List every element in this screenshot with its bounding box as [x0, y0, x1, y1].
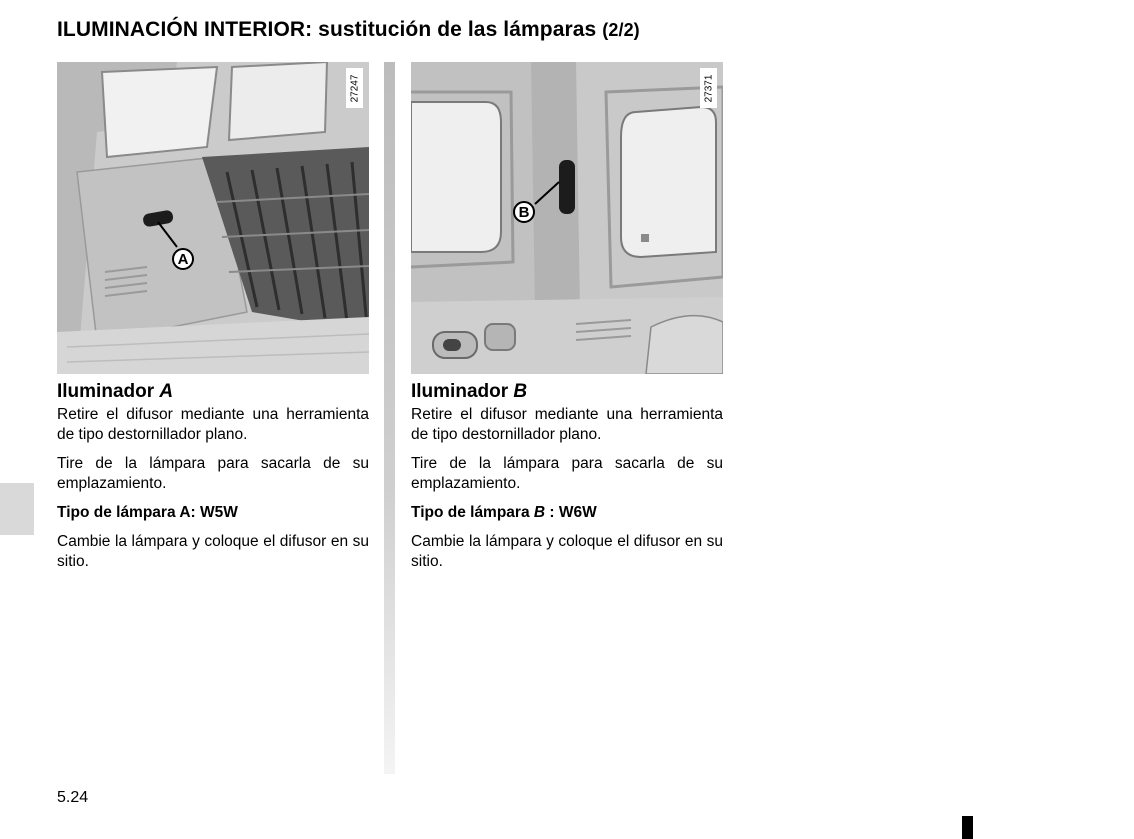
photo-interior-lamp-a [57, 62, 369, 374]
column-divider [384, 62, 395, 774]
door-pillar-illustration [411, 62, 723, 374]
photo-interior-lamp-b [411, 62, 723, 374]
chapter-tab [0, 483, 34, 535]
section-lamp-b [411, 378, 723, 581]
page-title [57, 18, 640, 42]
callout-marker: A [172, 248, 194, 270]
section-heading: Iluminador A [57, 381, 174, 402]
instruction-pull-lamp: Tire de la lámpara para sacarla de su emplazamiento. [411, 455, 723, 492]
corner-mark [962, 816, 973, 839]
photo-reference-number: 27371 [700, 68, 717, 108]
instruction-remove-diffuser: Retire el difusor mediante una herramienta de tipo destornillador plano. [57, 406, 369, 443]
callout-marker: B [513, 201, 535, 223]
instruction-pull-lamp: Tire de la lámpara para sacarla de su emplazamiento. [57, 455, 369, 492]
page-title-suffix: (2/2) [602, 20, 640, 40]
lamp-type-spec: Tipo de lámpara B : W6W [411, 504, 597, 521]
page-title-main: ILUMINACIÓN INTERIOR: sustitución de las lámparas [57, 18, 597, 41]
instruction-replace-lamp: Cambie la lámpara y coloque el difusor en su sitio. [411, 533, 723, 570]
lamp-type-spec: Tipo de lámpara A: W5W [57, 504, 238, 521]
instruction-remove-diffuser: Retire el difusor mediante una herramienta de tipo destornillador plano. [411, 406, 723, 443]
photo-reference-number: 27247 [346, 68, 363, 108]
section-lamp-a [57, 378, 369, 581]
cargo-area-illustration [57, 62, 369, 374]
page-number: 5.24 [57, 789, 89, 806]
instruction-replace-lamp: Cambie la lámpara y coloque el difusor en su sitio. [57, 533, 369, 570]
section-heading: Iluminador B [411, 381, 528, 402]
